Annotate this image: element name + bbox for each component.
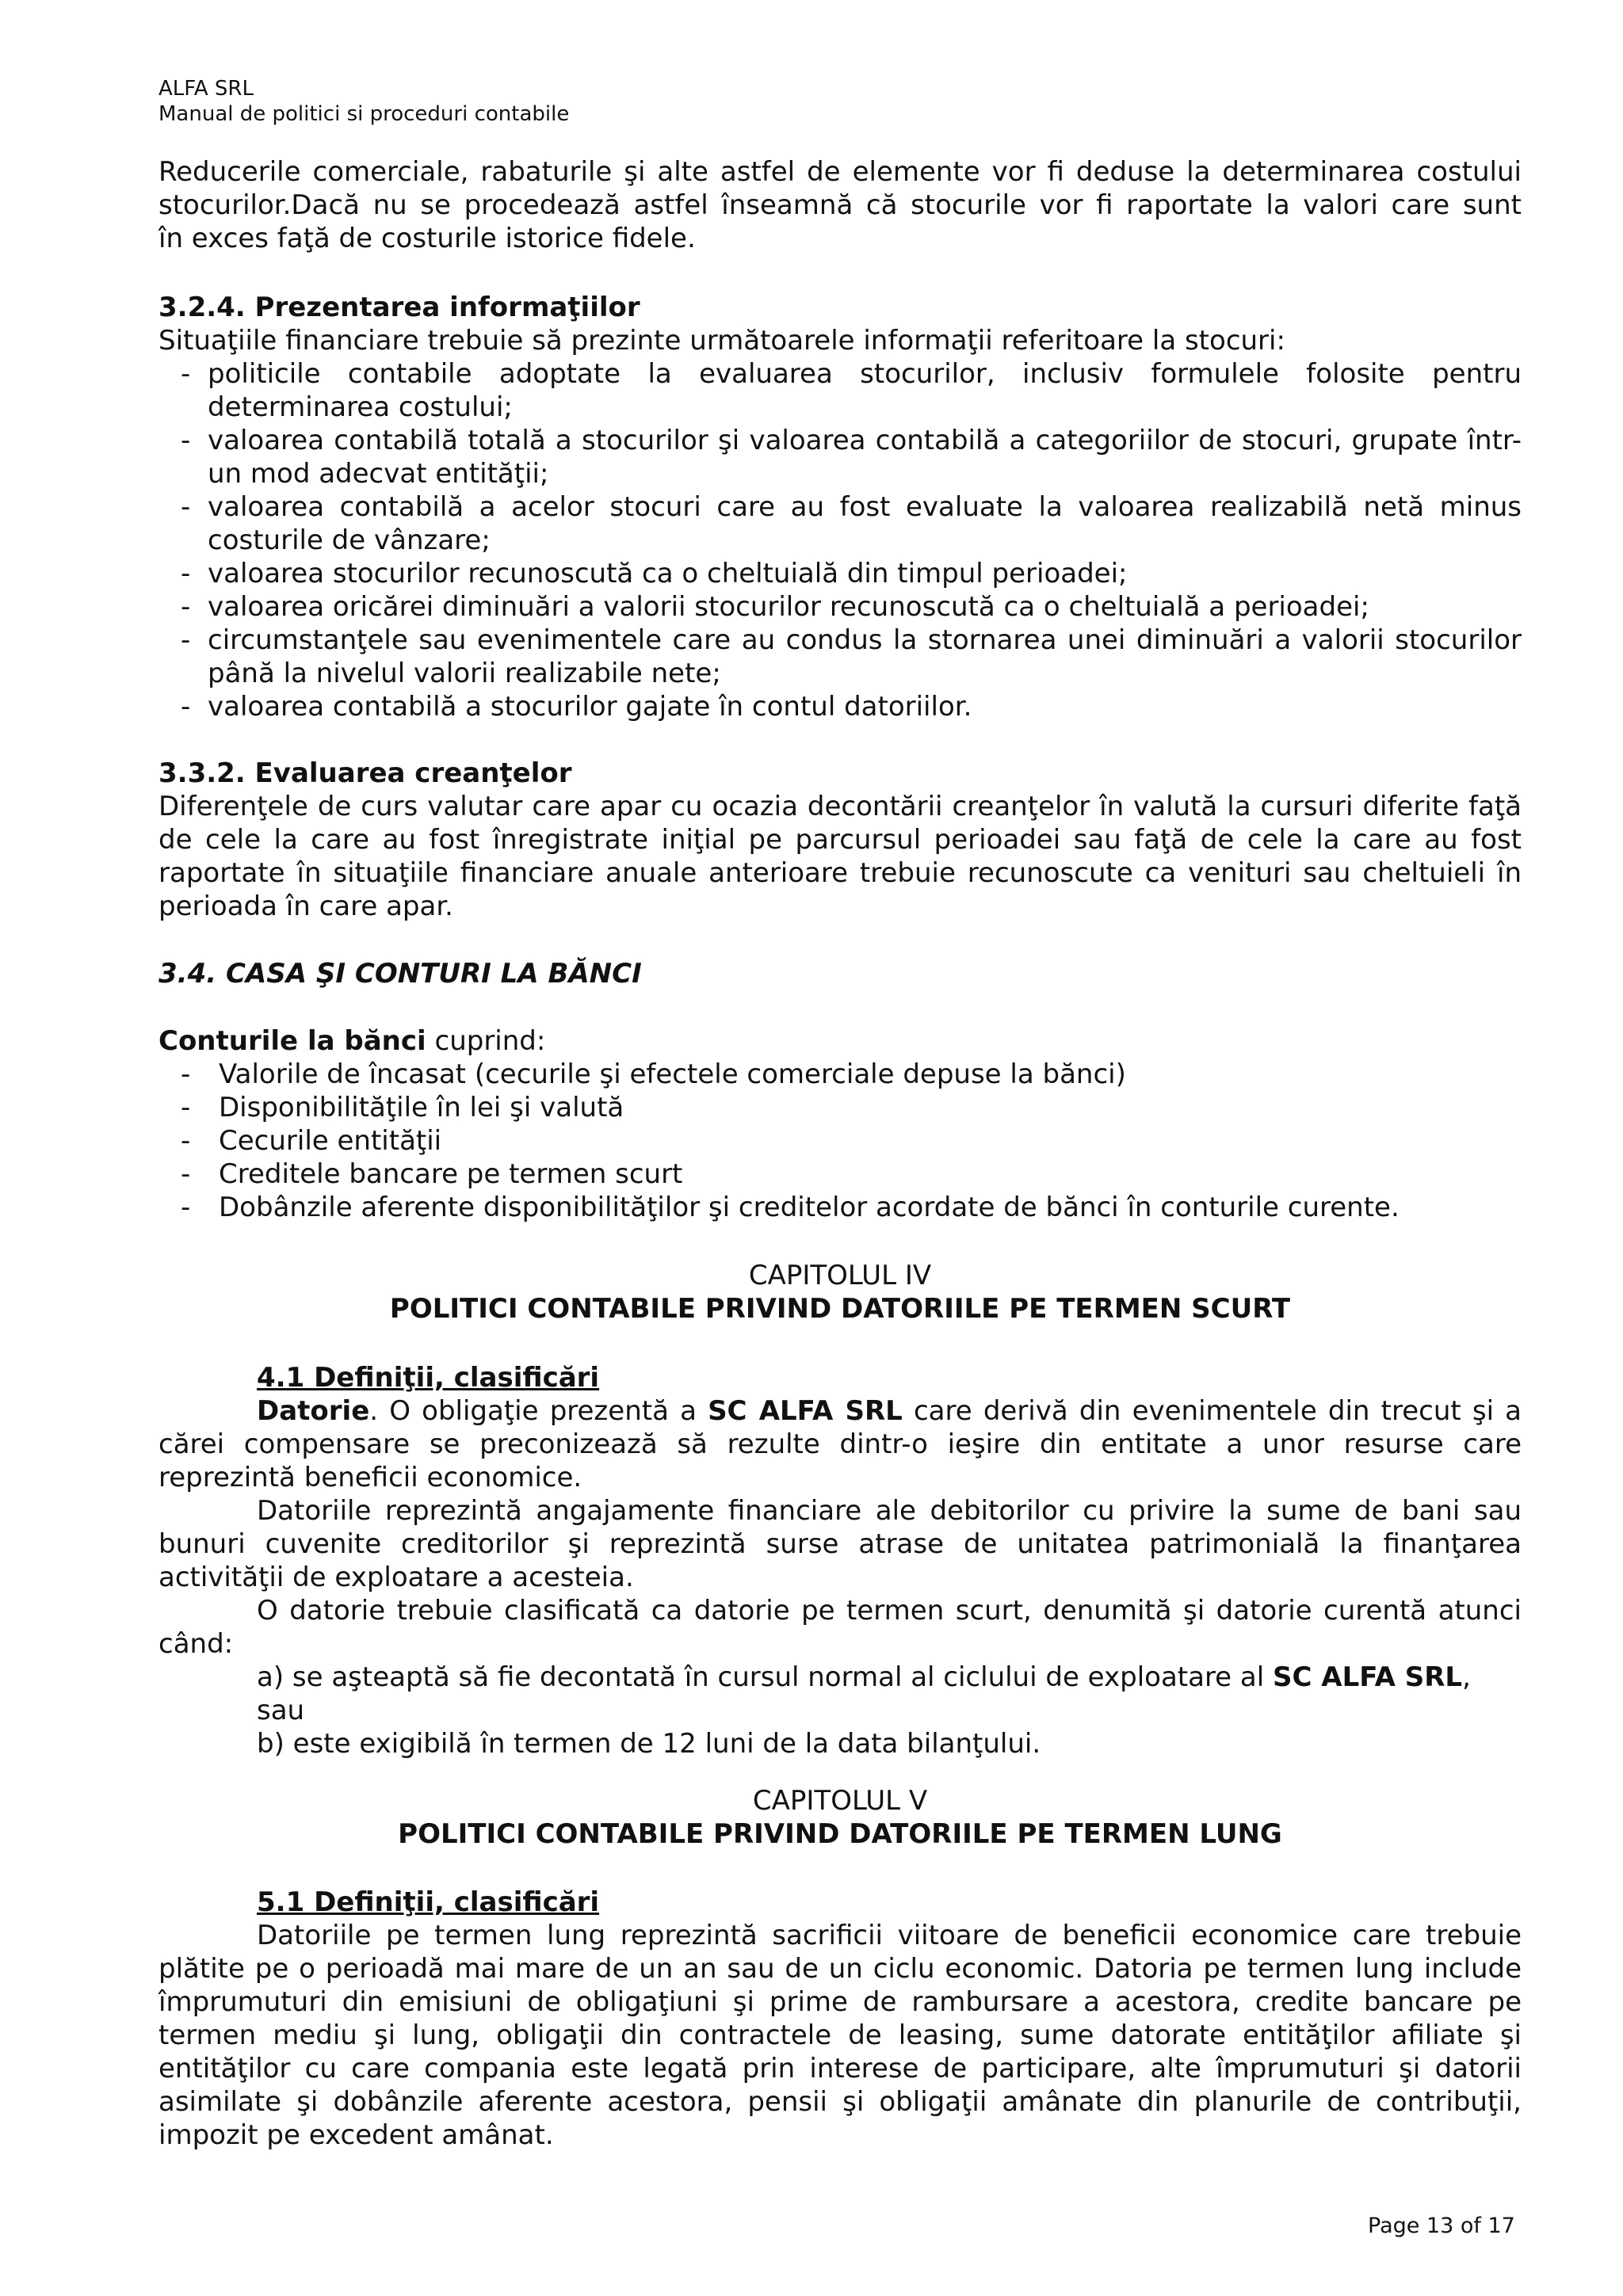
list-item: - valoarea oricărei diminuări a valorii stocurilor recunoscută ca o cheltuială a perioadei; [181, 591, 1369, 623]
intro-line-2: stocurilor.Dacă nu se procedează astfel înseamnă că stocurile vor fi raportate la valori care sunt [158, 189, 1522, 221]
list-item: - Disponibilităţile în lei şi valută [181, 1092, 624, 1123]
section-3-3-2-title: 3.3.2. Evaluarea creanţelor [158, 757, 572, 789]
list-item: - Creditele bancare pe termen scurt [181, 1158, 683, 1190]
section-3-4 [158, 957, 1522, 990]
chapter-5-body [158, 1886, 1522, 2152]
list-item: - valoarea contabilă a stocurilor gajate în contul datoriilor. [181, 691, 972, 723]
chapter-4-paragraph-1: Datorie. O obligaţie prezentă a SC ALFA SRL care derivă din evenimentele din trecut şi a cărei compensare se preconizează să rezulte dintr-o ieşire din entitate a unor resurse care reprezintă beneficii economice. [158, 1395, 1522, 1493]
list-item: - Valorile de încasat (cecurile şi efectele comerciale depuse la bănci) [181, 1058, 1126, 1090]
section-3-2-4-intro: Situaţiile financiare trebuie să prezinte următoarele informaţii referitoare la stocuri: [158, 325, 1285, 357]
chapter-4-title: POLITICI CONTABILE PRIVIND DATORIILE PE TERMEN SCURT [389, 1293, 1291, 1325]
header-company: ALFA SRL [158, 77, 254, 101]
chapter-4-paragraph-3: O datorie trebuie clasificată ca datorie pe termen scurt, denumită şi datorie curentă atunci când: [158, 1595, 1522, 1660]
chapter-4-item-b: b) este exigibilă în termen de 12 luni de la data bilanţului. [257, 1728, 1041, 1760]
chapter-4-item-a-sau: sau [257, 1695, 305, 1726]
list-item: - valoarea contabilă totală a stocurilor şi valoarea contabilă a categoriilor de stocuri, grupate într-un mod adecvat entităţii; [181, 425, 1522, 490]
section-3-4-title: 3.4. CASA ŞI CONTURI LA BĂNCI [158, 958, 642, 990]
page-number: Page 13 of 17 [1368, 2214, 1515, 2238]
bank-accounts-lead: Conturile la bănci cuprind: [158, 1025, 546, 1057]
chapter-5-label: CAPITOLUL V [752, 1785, 928, 1817]
list-item: - valoarea stocurilor recunoscută ca o cheltuială din timpul perioadei; [181, 558, 1128, 589]
section-3-2-4 [158, 291, 1522, 723]
chapter-4-body [158, 1361, 1522, 1760]
header-subtitle: Manual de politici si proceduri contabile [158, 102, 570, 126]
intro-line-3: în exces faţă de costurile istorice fidele. [158, 223, 696, 254]
chapter-4-item-a: a) se aşteaptă să fie decontată în cursul normal al ciclului de exploatare al SC ALFA SRL, [257, 1661, 1471, 1693]
chapter-5-title: POLITICI CONTABILE PRIVIND DATORIILE PE TERMEN LUNG [398, 1818, 1282, 1850]
chapter-4 [158, 1259, 1522, 1325]
bank-accounts [158, 1024, 1522, 1224]
chapter-5-paragraph-1: Datoriile pe termen lung reprezintă sacrificii viitoare de beneficii economice care trebuie plătite pe o perioadă mai mare de un an sau de un ciclu economic. Datoria pe termen lung include împrumuturi din emisiuni de obligaţiuni şi prime de rambursare a acestora, credite bancare pe termen mediu şi lung, obligaţii din contractele de leasing, sume datorate entităţilor afiliate şi entităţilor cu care compania este legată prin interese de participare, alte împrumuturi şi datorii asimilate şi dobânzile aferente acestora, pensii şi obligaţii amânate din planurile de contribuţii, impozit pe excedent amânat. [158, 1920, 1522, 2151]
section-3-2-4-title: 3.2.4. Prezentarea informaţiilor [158, 292, 640, 323]
list-item: - circumstanţele sau evenimentele care au condus la stornarea unei diminuări a valorii stocurilor până la nivelul valorii realizabile nete; [181, 624, 1522, 689]
intro-line-1: Reducerile comerciale, rabaturile şi alte astfel de elemente vor fi deduse la determinarea costului [158, 156, 1522, 188]
section-3-3-2-text: Diferenţele de curs valutar care apar cu ocazia decontării creanţelor în valută la cursuri diferite faţă de cele la care au fost înregistrate iniţial pe parcursul perioadei sau faţă de cele la care au fost raportate în situaţiile financiare anuale anterioare trebuie recunoscute ca venituri sau cheltuieli în perioada în care apar. [158, 791, 1522, 922]
chapter-4-paragraph-2: Datoriile reprezintă angajamente financiare ale debitorilor cu privire la sume de bani sau bunuri cuvenite creditorilor şi reprezintă surse atrase de unitatea patrimonială la finanţarea activităţii de exploatare a acesteia. [158, 1495, 1522, 1593]
list-item: - valoarea contabilă a acelor stocuri care au fost evaluate la valoarea realizabilă netă minus costurile de vânzare; [181, 491, 1522, 556]
chapter-5-subtitle: 5.1 Definiţii, clasificări [257, 1886, 600, 1918]
list-item: - Dobânzile aferente disponibilităţilor şi creditelor acordate de bănci în conturile curente. [181, 1192, 1400, 1223]
chapter-4-label: CAPITOLUL IV [748, 1260, 932, 1291]
list-item: - politicile contabile adoptate la evaluarea stocurilor, inclusiv formulele folosite pentru determinarea costului; [181, 358, 1522, 423]
list-item: - Cecurile entităţii [181, 1125, 442, 1157]
intro-paragraph [158, 155, 1522, 255]
chapter-5 [158, 1784, 1522, 1851]
chapter-4-subtitle: 4.1 Definiţii, clasificări [257, 1362, 600, 1394]
section-3-3-2 [158, 757, 1522, 923]
